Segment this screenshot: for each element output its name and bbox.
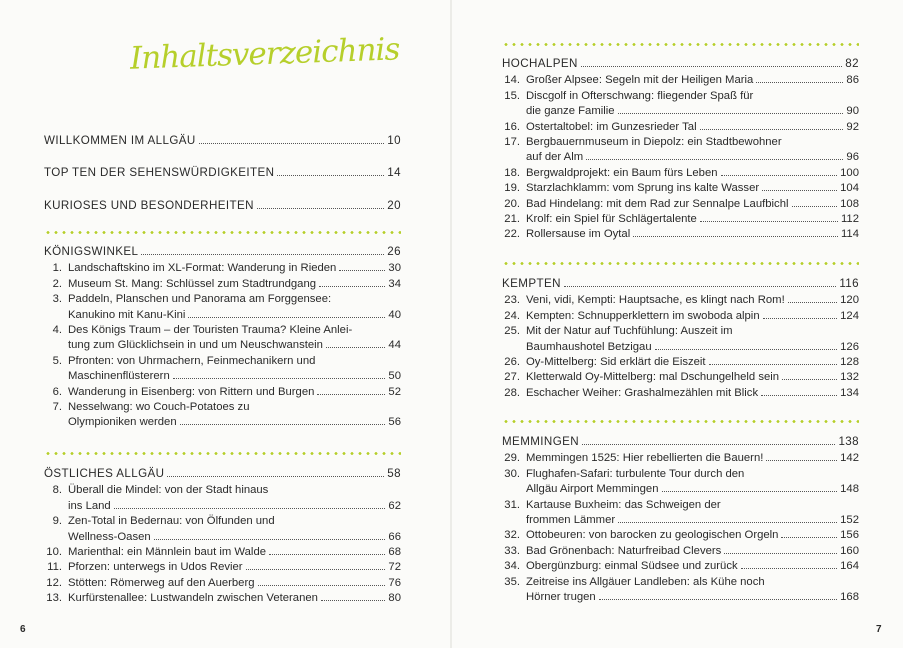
page-title: Inhaltsverzeichnis: [129, 31, 400, 77]
dot-leader: [319, 286, 385, 287]
dot-leader: [655, 349, 838, 350]
dot-leader: [269, 554, 385, 555]
entry-number: 17.: [504, 136, 520, 148]
toc-entry-row: [502, 355, 859, 369]
toc-entry-row: [44, 415, 401, 429]
page-ref: 76: [388, 576, 401, 589]
page-ref: 128: [840, 356, 859, 368]
section-heading: ÖSTLICHES ALLGÄU: [44, 467, 165, 480]
toc-entry-row: [502, 150, 859, 164]
page-ref: 10: [387, 134, 401, 147]
entry-title: Wanderung in Eisenberg: von Rittern und Burgen: [68, 385, 315, 398]
entry-number: 8.: [52, 484, 62, 497]
entry-title: Bad Grönenbach: Naturfreibad Clevers: [526, 544, 722, 557]
page-ref: 20: [387, 199, 401, 212]
dot-leader: [317, 394, 385, 395]
entry-title: Ostertaltobel: im Gunzesrieder Tal: [526, 120, 697, 133]
dot-leader: [599, 599, 837, 600]
page-ref: 14: [387, 166, 401, 179]
page-ref: 44: [388, 339, 401, 352]
section-heading: KEMPTEN: [502, 277, 561, 290]
toc-entry-row: [502, 181, 859, 195]
dotted-divider: [502, 420, 859, 423]
page-ref: 86: [846, 74, 859, 87]
dotted-divider: [502, 262, 859, 265]
page-ref: 30: [388, 262, 401, 275]
toc-entry-row: [502, 120, 859, 134]
section-heading-row: [44, 199, 401, 213]
entry-number: 23.: [504, 294, 520, 307]
page-ref: 126: [840, 340, 859, 353]
toc-entry-row: [502, 544, 859, 558]
toc-entry-row: [502, 451, 859, 465]
dot-leader: [188, 317, 385, 318]
dot-leader: [141, 254, 384, 255]
page-ref: 56: [388, 416, 401, 429]
entry-title: Kanukino mit Kanu-Kini: [68, 308, 186, 321]
entry-title: Kurfürstenallee: Lustwandeln zwischen Veteranen: [68, 592, 318, 605]
dot-leader: [721, 175, 838, 176]
toc-entry-row: [502, 293, 859, 307]
entry-title: Zeitreise ins Allgäuer Landleben: als Kühe noch: [526, 575, 765, 588]
dotted-divider: [44, 452, 401, 455]
toc-entry-row: [44, 400, 401, 414]
toc-entry-row: [502, 590, 859, 604]
entry-title: Olympioniken werden: [68, 416, 177, 429]
toc-entry-row: [502, 513, 859, 527]
entry-number: 10.: [46, 546, 62, 558]
section-heading: WILLKOMMEN IM ALLGÄU: [44, 134, 196, 147]
entry-title: Rollersause im Oytal: [526, 228, 631, 241]
toc-entry-row: [44, 530, 401, 544]
entry-number: 19.: [504, 182, 520, 195]
section-heading-row: [502, 277, 859, 291]
dot-leader: [756, 82, 843, 83]
dot-leader: [709, 364, 838, 365]
entry-title: frommen Lämmer: [526, 514, 616, 526]
page-number-right: 7: [876, 624, 882, 635]
dot-leader: [321, 600, 385, 601]
toc-entry-row: [502, 370, 859, 384]
dot-leader: [700, 221, 838, 222]
page-ref: 156: [840, 529, 859, 542]
page-ref: 134: [840, 386, 859, 399]
entry-title: Zen-Total in Bedernau: von Ölfunden und: [68, 515, 275, 528]
page-number-left: 6: [20, 624, 26, 635]
entry-title: Paddeln, Planschen und Panorama am Forggensee:: [68, 293, 332, 306]
left-page: [0, 0, 451, 648]
entry-number: 16.: [504, 120, 520, 133]
toc-entry-row: [502, 467, 859, 481]
dot-leader: [564, 286, 836, 287]
section-heading: KURIOSES UND BESONDERHEITEN: [44, 199, 254, 212]
page-ref: 58: [387, 467, 401, 480]
entry-title: Allgäu Airport Memmingen: [526, 483, 659, 496]
entry-title: Überall die Mindel: von der Stadt hinaus: [68, 484, 269, 497]
dot-leader: [788, 302, 837, 303]
page-ref: 40: [388, 308, 401, 321]
dot-leader: [167, 476, 384, 477]
entry-title: Discgolf in Ofterschwang: fliegender Spaß für: [526, 89, 754, 102]
entry-number: 27.: [504, 371, 520, 384]
toc-entry-row: [44, 354, 401, 368]
entry-title: Bergwaldprojekt: ein Baum fürs Leben: [526, 166, 718, 179]
page-ref: 116: [839, 277, 859, 290]
toc-entry-row: [502, 135, 859, 149]
entry-number: 25.: [504, 325, 520, 338]
entry-number: 28.: [504, 386, 520, 399]
dot-leader: [618, 113, 844, 114]
toc-entry-row: [502, 498, 859, 512]
toc-entry-row: [44, 323, 401, 337]
entry-number: 26.: [504, 356, 520, 368]
dot-leader: [762, 190, 837, 191]
entry-number: 15.: [504, 89, 520, 102]
dot-leader: [339, 270, 385, 271]
section-heading-row: [44, 166, 401, 180]
page-ref: 66: [388, 530, 401, 543]
entry-title: Großer Alpsee: Segeln mit der Heiligen Maria: [526, 74, 754, 87]
toc-entry-row: [44, 560, 401, 574]
entry-title: Oy-Mittelberg: Sid erklärt die Eiszeit: [526, 356, 706, 368]
toc-entry-row: [502, 197, 859, 211]
entry-title: Veni, vidi, Kempti: Hauptsache, es klingt nach Rom!: [526, 294, 785, 307]
entry-title: Maschinenflüsterern: [68, 370, 170, 383]
section-heading: TOP TEN DER SEHENSWÜRDIGKEITEN: [44, 166, 275, 179]
entry-number: 4.: [52, 324, 62, 336]
entry-number: 6.: [52, 385, 62, 398]
section-heading-row: [502, 57, 859, 71]
section-heading: HOCHALPEN: [502, 57, 578, 70]
toc-entry-row: [502, 324, 859, 338]
dot-leader: [582, 444, 835, 445]
dot-leader: [246, 569, 386, 570]
entry-title: tung zum Glücklichsein in und um Neuschwanstein: [68, 339, 323, 352]
entry-number: 34.: [504, 560, 520, 573]
section-heading-row: [44, 467, 401, 481]
entry-title: Memmingen 1525: Hier rebellierten die Bauern!: [526, 452, 764, 465]
dot-leader: [766, 460, 837, 461]
toc-entry-row: [44, 591, 401, 605]
toc-entry-row: [44, 338, 401, 352]
entry-number: 9.: [52, 515, 62, 528]
toc-entry-row: [502, 482, 859, 496]
page-ref: 52: [388, 385, 401, 398]
page-ref: 26: [387, 245, 401, 258]
page-ref: 142: [840, 452, 859, 465]
dot-leader: [633, 236, 838, 237]
page-ref: 168: [840, 591, 859, 603]
entry-number: 1.: [52, 262, 62, 275]
toc-entry-row: [44, 277, 401, 291]
dot-leader: [199, 143, 385, 144]
toc-entry-row: [502, 309, 859, 323]
dot-leader: [700, 129, 844, 130]
entry-number: 22.: [504, 228, 520, 241]
toc-entry-row: [44, 514, 401, 528]
entry-title: Hörner trugen: [526, 591, 596, 603]
entry-number: 7.: [52, 401, 62, 413]
page-ref: 34: [388, 277, 401, 290]
dot-leader: [782, 379, 837, 380]
entry-number: 32.: [504, 529, 520, 542]
dot-leader: [114, 508, 386, 509]
dot-leader: [662, 491, 838, 492]
section-heading: KÖNIGSWINKEL: [44, 245, 139, 258]
entry-title: Kletterwald Oy-Mittelberg: mal Dschungelheld sein: [526, 371, 780, 384]
dotted-divider: [44, 231, 401, 234]
toc-entry-row: [502, 386, 859, 400]
entry-title: Stötten: Römerweg auf den Auerberg: [68, 576, 255, 589]
entry-number: 3.: [52, 293, 62, 306]
entry-number: 18.: [504, 166, 520, 179]
entry-title: Starzlachklamm: vom Sprung ins kalte Wasser: [526, 182, 760, 195]
toc-entry-row: [44, 483, 401, 497]
toc-entry-row: [502, 73, 859, 87]
page-ref: 132: [840, 371, 859, 384]
entry-title: Kempten: Schnupperklettern im swoboda alpin: [526, 309, 760, 322]
toc-entry-row: [502, 528, 859, 542]
dot-leader: [277, 175, 384, 176]
toc-entry-row: [502, 575, 859, 589]
toc-entry-row: [502, 89, 859, 103]
dot-leader: [618, 522, 837, 523]
entry-title: Baumhaushotel Betzigau: [526, 340, 652, 353]
entry-title: Museum St. Mang: Schlüssel zum Stadtrundgang: [68, 277, 317, 290]
toc-entry-row: [502, 212, 859, 226]
section-heading-row: [44, 245, 401, 259]
entry-title: Krolf: ein Spiel für Schlägertalente: [526, 213, 697, 225]
entry-title: Bad Hindelang: mit dem Rad zur Sennalpe Laufbichl: [526, 197, 789, 210]
page-ref: 100: [840, 166, 859, 179]
page-ref: 120: [840, 294, 859, 307]
toc-entry-row: [502, 340, 859, 354]
toc-entry-row: [502, 166, 859, 180]
entry-title: Pfronten: von Uhrmachern, Feinmechanikern und: [68, 354, 316, 367]
right-page: [452, 0, 903, 648]
page-ref: 114: [840, 228, 859, 241]
page-ref: 124: [840, 309, 859, 322]
entry-number: 2.: [52, 277, 62, 290]
entry-title: die ganze Familie: [526, 105, 615, 118]
entry-number: 5.: [52, 354, 62, 367]
entry-title: Des Königs Traum – der Touristen Trauma? Kleine Anlei-: [68, 324, 353, 336]
page-ref: 80: [388, 592, 401, 605]
page-ref: 160: [840, 544, 859, 557]
page-ref: 138: [838, 435, 859, 448]
page-ref: 90: [846, 105, 859, 118]
toc-entry-row: [44, 308, 401, 322]
dot-leader: [258, 585, 386, 586]
entry-title: ins Land: [68, 499, 111, 512]
dot-leader: [173, 378, 386, 379]
entry-number: 14.: [504, 74, 520, 87]
toc-entry-row: [502, 227, 859, 241]
entry-number: 30.: [504, 467, 520, 480]
entry-number: 29.: [504, 452, 520, 465]
dot-leader: [741, 568, 838, 569]
dot-leader: [761, 395, 837, 396]
toc-entry-row: [44, 369, 401, 383]
toc-entry-row: [44, 576, 401, 590]
section-heading: MEMMINGEN: [502, 435, 580, 448]
entry-title: Wellness-Oasen: [68, 530, 151, 543]
entry-title: Marienthal: ein Männlein baut im Walde: [68, 546, 267, 558]
entry-number: 21.: [504, 213, 520, 225]
toc-entry-row: [44, 545, 401, 559]
entry-title: Pforzen: unterwegs in Udos Revier: [68, 561, 243, 574]
entry-number: 31.: [504, 498, 520, 511]
entry-title: Ottobeuren: von barocken zu geologischen Orgeln: [526, 529, 779, 542]
toc-entry-row: [502, 104, 859, 118]
toc-entry-row: [44, 292, 401, 306]
dot-leader: [586, 159, 843, 160]
page-ref: 92: [846, 120, 859, 133]
entry-title: Nesselwang: wo Couch-Potatoes zu: [68, 401, 250, 413]
entry-title: Bergbauernmuseum in Diepolz: ein Stadtbewohner: [526, 136, 782, 148]
dot-leader: [581, 66, 843, 67]
dot-leader: [724, 553, 837, 554]
entry-title: Eschacher Weiher: Grashalmezählen mit Blick: [526, 386, 759, 399]
page-ref: 50: [388, 370, 401, 383]
dot-leader: [326, 347, 385, 348]
entry-number: 13.: [46, 592, 62, 605]
page-ref: 68: [388, 546, 401, 558]
entry-number: 12.: [46, 576, 62, 589]
page-ref: 148: [840, 483, 859, 496]
dot-leader: [763, 318, 838, 319]
toc-entry-row: [44, 499, 401, 513]
entry-number: 24.: [504, 309, 520, 322]
entry-number: 11.: [47, 561, 62, 574]
toc-entry-row: [44, 385, 401, 399]
dotted-divider: [502, 43, 859, 46]
entry-title: Mit der Natur auf Tuchfühlung: Auszeit im: [526, 325, 733, 338]
page-ref: 62: [388, 499, 401, 512]
page-ref: 164: [840, 560, 859, 573]
page-ref: 104: [840, 182, 859, 195]
page-ref: 112: [840, 213, 859, 225]
page-ref: 82: [845, 57, 859, 70]
entry-number: 33.: [504, 544, 520, 557]
entry-title: auf der Alm: [526, 151, 584, 164]
entry-number: 35.: [504, 575, 520, 588]
entry-title: Flughafen-Safari: turbulente Tour durch den: [526, 467, 745, 480]
section-heading-row: [502, 435, 859, 449]
toc-entry-row: [502, 559, 859, 573]
entry-number: 20.: [504, 197, 520, 210]
entry-title: Kartause Buxheim: das Schweigen der: [526, 498, 721, 511]
dot-leader: [180, 424, 386, 425]
page-ref: 152: [840, 514, 859, 526]
page-ref: 72: [388, 561, 401, 574]
section-heading-row: [44, 134, 401, 148]
dot-leader: [257, 208, 384, 209]
entry-title: Obergünzburg: einmal Südsee und zurück: [526, 560, 738, 573]
entry-title: Landschaftskino im XL-Format: Wanderung in Rieden: [68, 262, 337, 275]
page-ref: 108: [840, 197, 859, 210]
toc-entry-row: [44, 261, 401, 275]
page-ref: 96: [846, 151, 859, 164]
dot-leader: [792, 206, 838, 207]
dot-leader: [154, 539, 386, 540]
dot-leader: [781, 537, 837, 538]
